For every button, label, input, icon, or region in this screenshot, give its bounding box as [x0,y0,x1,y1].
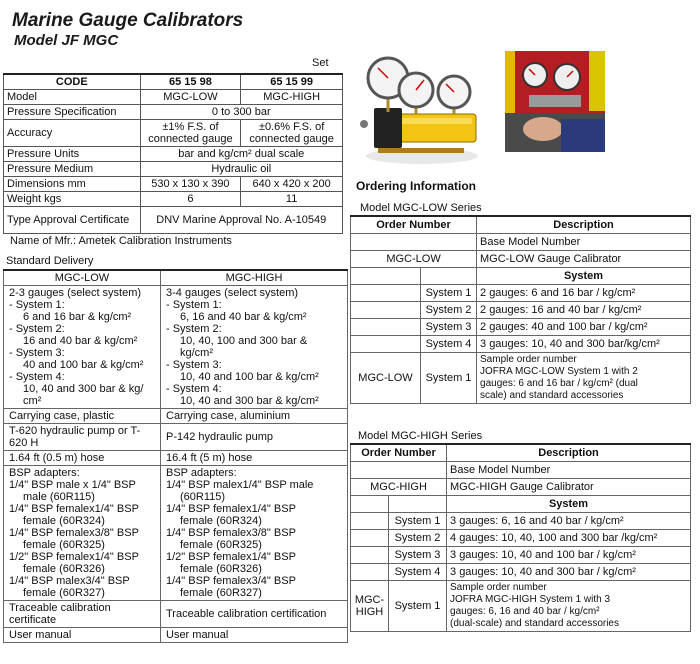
std-cert-high: Traceable calibration certification [161,601,348,628]
sample-code-line: MGC- [354,594,385,606]
model-desc: MGC-LOW Gauge Calibrator [477,251,691,268]
list-item: female (60R325) [180,539,262,551]
table-row [351,251,691,268]
table-row [351,479,691,496]
model-code: MGC-LOW [351,251,477,268]
spec-label: Type Approval Certificate [4,207,141,234]
list-item: female (60R326) [180,563,262,575]
sample-line: JOFRA MGC-HIGH System 1 with 3 [450,594,611,605]
list-item: kg/cm² [180,347,213,359]
system-name: System 1 [389,513,447,530]
spec-value: bar and kg/cm² dual scale [140,147,342,162]
table-row [351,353,691,404]
table-row [351,496,691,513]
list-item: 1/4" BSP femalex3/4" BSP [166,575,296,587]
list-item: 6, 16 and 40 bar & kg/cm² [180,311,307,323]
std-case-low: Carrying case, plastic [4,409,161,424]
table-row [351,564,691,581]
system-name: System 3 [389,547,447,564]
spec-label: Pressure Medium [4,162,141,177]
sample-code-line: HIGH [355,606,384,618]
system-name: System 4 [389,564,447,581]
list-item: 1/2" BSP femalex1/4" BSP [9,551,139,563]
list-item: 10, 40, 100 and 300 bar & [180,335,308,347]
spec-low: 6 [140,192,241,207]
spec-value: DNV Marine Approval No. A-10549 [140,207,342,234]
list-item: - System 1: [9,299,65,311]
system-header: System [447,496,691,513]
list-item: female (60R327) [23,587,105,599]
std-pump-high: P-142 hydraulic pump [161,424,348,451]
list-item: female (60R327) [180,587,262,599]
standard-delivery-title: Standard Delivery [6,255,94,267]
std-adapters-high [161,466,348,601]
system-desc: 3 gauges: 6, 16 and 40 bar / kg/cm² [447,513,691,530]
base-model-label: Base Model Number [447,462,691,479]
spec-label: Accuracy [4,120,141,147]
manufacturer-text: Name of Mfr.: Ametek Calibration Instruments [10,235,232,247]
std-case-high: Carrying case, aluminium [161,409,348,424]
model-code: MGC-HIGH [351,479,447,496]
spec-value: 0 to 300 bar [140,105,342,120]
table-row [351,444,691,462]
spec-high: 11 [241,192,343,207]
std-cert-low: Traceable calibration certificate [4,601,161,628]
standard-delivery-table [3,269,348,643]
page-title: Marine Gauge Calibrators [12,10,244,31]
system-desc: 2 gauges: 40 and 100 bar / kg/cm² [477,319,691,336]
std-header-row [4,270,348,286]
spec-low: 65 15 98 [140,74,241,90]
spec-high: 65 15 99 [241,74,343,90]
spec-label: Pressure Specification [4,105,141,120]
col-order-number: Order Number [351,216,477,234]
sample-line: Sample order number [450,582,547,593]
spec-row-code [4,74,343,90]
std-row-case [4,409,348,424]
system-header: System [477,268,691,285]
list-item: 1/4" BSP femalex3/8" BSP [166,527,296,539]
sample-line: scale) and standard accessories [480,390,624,401]
list-item: - System 3: [166,359,222,371]
sample-line: JOFRA MGC-LOW System 1 with 2 [480,366,638,377]
system-name: System 2 [421,302,477,319]
list-item: 10, 40 and 300 bar & kg/cm² [180,395,319,407]
std-manual-low: User manual [4,628,161,643]
spec-label: Model [4,90,141,105]
spec-low: 530 x 130 x 390 [140,177,241,192]
sample-line: gauges: 6 and 16 bar / kg/cm² (dual [480,378,638,389]
system-name: System 2 [389,530,447,547]
list-item: male (60R115) [23,491,95,503]
ordering-info-title: Ordering Information [356,179,476,193]
table-row [351,530,691,547]
list-item: 1/4" BSP femalex1/4" BSP [166,503,296,515]
list-item: 1/4" BSP malex3/4" BSP [9,575,130,587]
spec-row-type-approval [4,207,343,234]
std-adapters-title: BSP adapters: [9,467,80,479]
system-name: System 4 [421,336,477,353]
spec-row-accuracy [4,120,343,147]
system-desc: 3 gauges: 10, 40 and 300 bar / kg/cm² [447,564,691,581]
low-order-table [350,215,691,404]
list-item: 40 and 100 bar & kg/cm² [23,359,144,371]
system-desc: 4 gauges: 10, 40, 100 and 300 bar /kg/cm² [447,530,691,547]
spec-label: CODE [4,74,141,90]
std-gauges-high [161,286,348,409]
sample-code: MGC-LOW [351,353,421,404]
table-row [351,513,691,530]
high-series-title: Model MGC-HIGH Series [358,430,483,442]
table-row [351,319,691,336]
col-description: Description [477,216,691,234]
system-desc: 2 gauges: 6 and 16 bar / kg/cm² [477,285,691,302]
spec-label: Weight kgs [4,192,141,207]
table-row [351,216,691,234]
spec-table [3,73,343,234]
model-desc: MGC-HIGH Gauge Calibrator [447,479,691,496]
spec-high: 640 x 420 x 200 [241,177,343,192]
list-item: 16 and 40 bar & kg/cm² [23,335,138,347]
base-model-label: Base Model Number [477,234,691,251]
table-row [351,462,691,479]
std-pump-low: T-620 hydraulic pump or T-620 H [4,424,161,451]
table-row [351,581,691,632]
sample-code [351,581,389,632]
table-row [351,547,691,564]
std-gauges-intro: 3-4 gauges (select system) [166,287,299,299]
spec-high: MGC-HIGH [241,90,343,105]
std-adapters-title: BSP adapters: [166,467,237,479]
system-name: System 3 [421,319,477,336]
std-gauges-intro: 2-3 gauges (select system) [9,287,142,299]
list-item: - System 3: [9,347,65,359]
list-item: 1/4" BSP malex1/4" BSP male [166,479,314,491]
list-item: - System 4: [166,383,222,395]
std-row-gauges [4,286,348,409]
high-order-table [350,443,691,632]
spec-row-pressure-medium [4,162,343,177]
list-item: - System 2: [166,323,222,335]
std-header-low: MGC-LOW [4,270,161,286]
list-item: female (60R324) [23,515,105,527]
sample-desc [447,581,691,632]
system-desc: 2 gauges: 16 and 40 bar / kg/cm² [477,302,691,319]
list-item: - System 4: [9,371,65,383]
system-desc: 3 gauges: 10, 40 and 100 bar / kg/cm² [447,547,691,564]
std-adapters-low [4,466,161,601]
table-row [351,302,691,319]
calibrator-product-image [358,56,482,168]
sample-line: Sample order number [480,354,577,365]
col-description: Description [447,444,691,462]
sample-system: System 1 [421,353,477,404]
spec-row-weight [4,192,343,207]
spec-row-pressure-spec [4,105,343,120]
list-item: cm² [23,395,42,407]
std-row-cert [4,601,348,628]
spec-row-dimensions [4,177,343,192]
calibrator-in-use-image [505,51,605,152]
table-row [351,336,691,353]
list-item: 10, 40 and 100 bar & kg/cm² [180,371,319,383]
std-manual-high: User manual [161,628,348,643]
spec-label: Pressure Units [4,147,141,162]
spec-high: ±0.6% F.S. of connected gauge [241,120,343,147]
list-item: female (60R324) [180,515,262,527]
page-subtitle: Model JF MGC [14,32,119,49]
std-row-adapters [4,466,348,601]
list-item: - System 2: [9,323,65,335]
list-item: (60R115) [180,491,226,503]
std-gauges-low [4,286,161,409]
std-row-pump [4,424,348,451]
low-series-title: Model MGC-LOW Series [360,202,482,214]
list-item: 1/4" BSP femalex1/4" BSP [9,503,139,515]
sample-desc [477,353,691,404]
spec-row-pressure-units [4,147,343,162]
spec-label: Dimensions mm [4,177,141,192]
std-row-manual [4,628,348,643]
std-header-high: MGC-HIGH [161,270,348,286]
list-item: 1/4" BSP femalex3/8" BSP [9,527,139,539]
sample-line: (dual-scale) and standard accessories [450,618,619,629]
list-item: - System 1: [166,299,222,311]
list-item: female (60R325) [23,539,105,551]
set-label: Set [312,57,329,69]
sample-line: gauges: 6, 16 and 40 bar / kg/cm² [450,606,600,617]
sample-system: System 1 [389,581,447,632]
table-row [351,234,691,251]
list-item: 10, 40 and 300 bar & kg/ [23,383,144,395]
table-row [351,285,691,302]
std-hose-high: 16.4 ft (5 m) hose [161,451,348,466]
spec-low: MGC-LOW [140,90,241,105]
list-item: 1/4" BSP male x 1/4" BSP [9,479,136,491]
list-item: 6 and 16 bar & kg/cm² [23,311,132,323]
std-row-hose [4,451,348,466]
spec-value: Hydraulic oil [140,162,342,177]
list-item: female (60R326) [23,563,105,575]
system-desc: 3 gauges: 10, 40 and 300 bar/kg/cm² [477,336,691,353]
table-row [351,268,691,285]
system-name: System 1 [421,285,477,302]
list-item: 1/2" BSP femalex1/4" BSP [166,551,296,563]
std-hose-low: 1.64 ft (0.5 m) hose [4,451,161,466]
spec-low: ±1% F.S. of connected gauge [140,120,241,147]
col-order-number: Order Number [351,444,447,462]
spec-row-model [4,90,343,105]
